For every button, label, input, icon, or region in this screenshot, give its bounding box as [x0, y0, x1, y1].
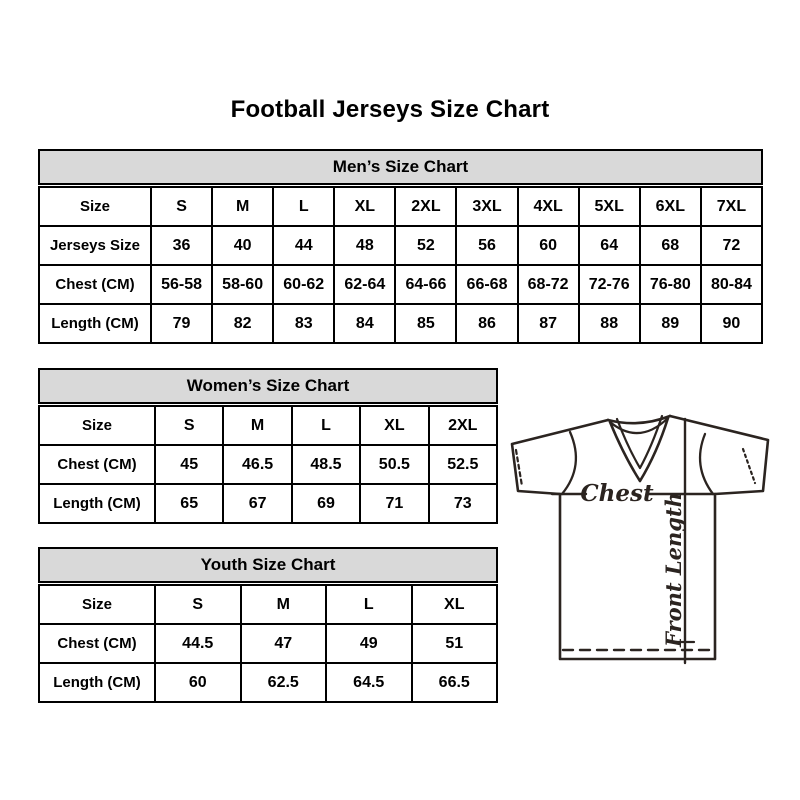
row-label-cell: Jerseys Size — [39, 226, 151, 265]
value-cell: 45 — [155, 445, 223, 484]
table-row — [39, 226, 762, 265]
value-cell: 52 — [395, 226, 456, 265]
value-cell: 68 — [640, 226, 701, 265]
value-cell: 84 — [334, 304, 395, 343]
value-cell: 80-84 — [701, 265, 762, 304]
value-cell: 4XL — [518, 187, 579, 226]
right-cuff-stitch — [743, 449, 755, 483]
left-armhole-seam — [562, 432, 576, 494]
value-cell: M — [223, 406, 291, 445]
value-cell: XL — [334, 187, 395, 226]
value-cell: L — [326, 585, 412, 624]
page-title: Football Jerseys Size Chart — [230, 96, 550, 123]
value-cell: 60 — [518, 226, 579, 265]
youth-chart-header: Youth Size Chart — [38, 547, 498, 583]
mens-size-chart — [38, 149, 763, 344]
value-cell: 48.5 — [292, 445, 360, 484]
table-row — [39, 484, 497, 523]
value-cell: 66-68 — [456, 265, 517, 304]
value-cell: 69 — [292, 484, 360, 523]
value-cell: 86 — [456, 304, 517, 343]
row-label-cell: Length (CM) — [39, 484, 155, 523]
value-cell: 68-72 — [518, 265, 579, 304]
value-cell: 2XL — [429, 406, 497, 445]
value-cell: 73 — [429, 484, 497, 523]
jersey-diagram-icon — [500, 404, 780, 669]
value-cell: 90 — [701, 304, 762, 343]
table-row — [39, 624, 497, 663]
value-cell: 6XL — [640, 187, 701, 226]
womens-chart-header: Women’s Size Chart — [38, 368, 498, 404]
value-cell: 66.5 — [412, 663, 498, 702]
value-cell: 48 — [334, 226, 395, 265]
value-cell: 40 — [212, 226, 273, 265]
table-row — [39, 187, 762, 226]
value-cell: XL — [360, 406, 428, 445]
value-cell: 72-76 — [579, 265, 640, 304]
value-cell: 44 — [273, 226, 334, 265]
value-cell: 60 — [155, 663, 241, 702]
row-label-cell: Chest (CM) — [39, 624, 155, 663]
value-cell: 51 — [412, 624, 498, 663]
value-cell: 83 — [273, 304, 334, 343]
value-cell: 62.5 — [241, 663, 327, 702]
value-cell: 2XL — [395, 187, 456, 226]
table-row — [39, 663, 497, 702]
row-label-cell: Size — [39, 585, 155, 624]
value-cell: S — [151, 187, 212, 226]
value-cell: 52.5 — [429, 445, 497, 484]
value-cell: 56 — [456, 226, 517, 265]
womens-table — [38, 405, 498, 524]
value-cell: XL — [412, 585, 498, 624]
row-label-cell: Chest (CM) — [39, 445, 155, 484]
value-cell: 67 — [223, 484, 291, 523]
value-cell: M — [212, 187, 273, 226]
row-label-cell: Size — [39, 406, 155, 445]
mens-chart-header: Men’s Size Chart — [38, 149, 763, 185]
table-row — [39, 304, 762, 343]
table-row — [39, 585, 497, 624]
value-cell: 64 — [579, 226, 640, 265]
value-cell: 79 — [151, 304, 212, 343]
row-label-cell: Chest (CM) — [39, 265, 151, 304]
table-row — [39, 265, 762, 304]
table-row — [39, 445, 497, 484]
right-armhole-seam — [700, 434, 713, 494]
table-row — [39, 406, 497, 445]
front-length-label: Front Length — [661, 492, 686, 647]
value-cell: 64-66 — [395, 265, 456, 304]
value-cell: 89 — [640, 304, 701, 343]
value-cell: 64.5 — [326, 663, 412, 702]
value-cell: 44.5 — [155, 624, 241, 663]
jersey-outline — [512, 416, 768, 659]
mens-table — [38, 186, 763, 344]
value-cell: 3XL — [456, 187, 517, 226]
youth-size-chart — [38, 547, 498, 703]
jersey-measurement-diagram — [500, 404, 780, 669]
value-cell: 88 — [579, 304, 640, 343]
value-cell: 36 — [151, 226, 212, 265]
value-cell: 49 — [326, 624, 412, 663]
row-label-cell: Size — [39, 187, 151, 226]
womens-size-chart — [38, 368, 498, 524]
value-cell: S — [155, 585, 241, 624]
value-cell: 82 — [212, 304, 273, 343]
value-cell: 87 — [518, 304, 579, 343]
value-cell: 58-60 — [212, 265, 273, 304]
value-cell: 7XL — [701, 187, 762, 226]
value-cell: 72 — [701, 226, 762, 265]
value-cell: 65 — [155, 484, 223, 523]
row-label-cell: Length (CM) — [39, 304, 151, 343]
value-cell: 60-62 — [273, 265, 334, 304]
value-cell: 56-58 — [151, 265, 212, 304]
value-cell: 85 — [395, 304, 456, 343]
value-cell: 5XL — [579, 187, 640, 226]
value-cell: L — [292, 406, 360, 445]
value-cell: L — [273, 187, 334, 226]
value-cell: 47 — [241, 624, 327, 663]
value-cell: 71 — [360, 484, 428, 523]
value-cell: 62-64 — [334, 265, 395, 304]
youth-table — [38, 584, 498, 703]
value-cell: 46.5 — [223, 445, 291, 484]
value-cell: 76-80 — [640, 265, 701, 304]
value-cell: M — [241, 585, 327, 624]
chest-label: Chest — [580, 480, 654, 507]
row-label-cell: Length (CM) — [39, 663, 155, 702]
value-cell: 50.5 — [360, 445, 428, 484]
value-cell: S — [155, 406, 223, 445]
